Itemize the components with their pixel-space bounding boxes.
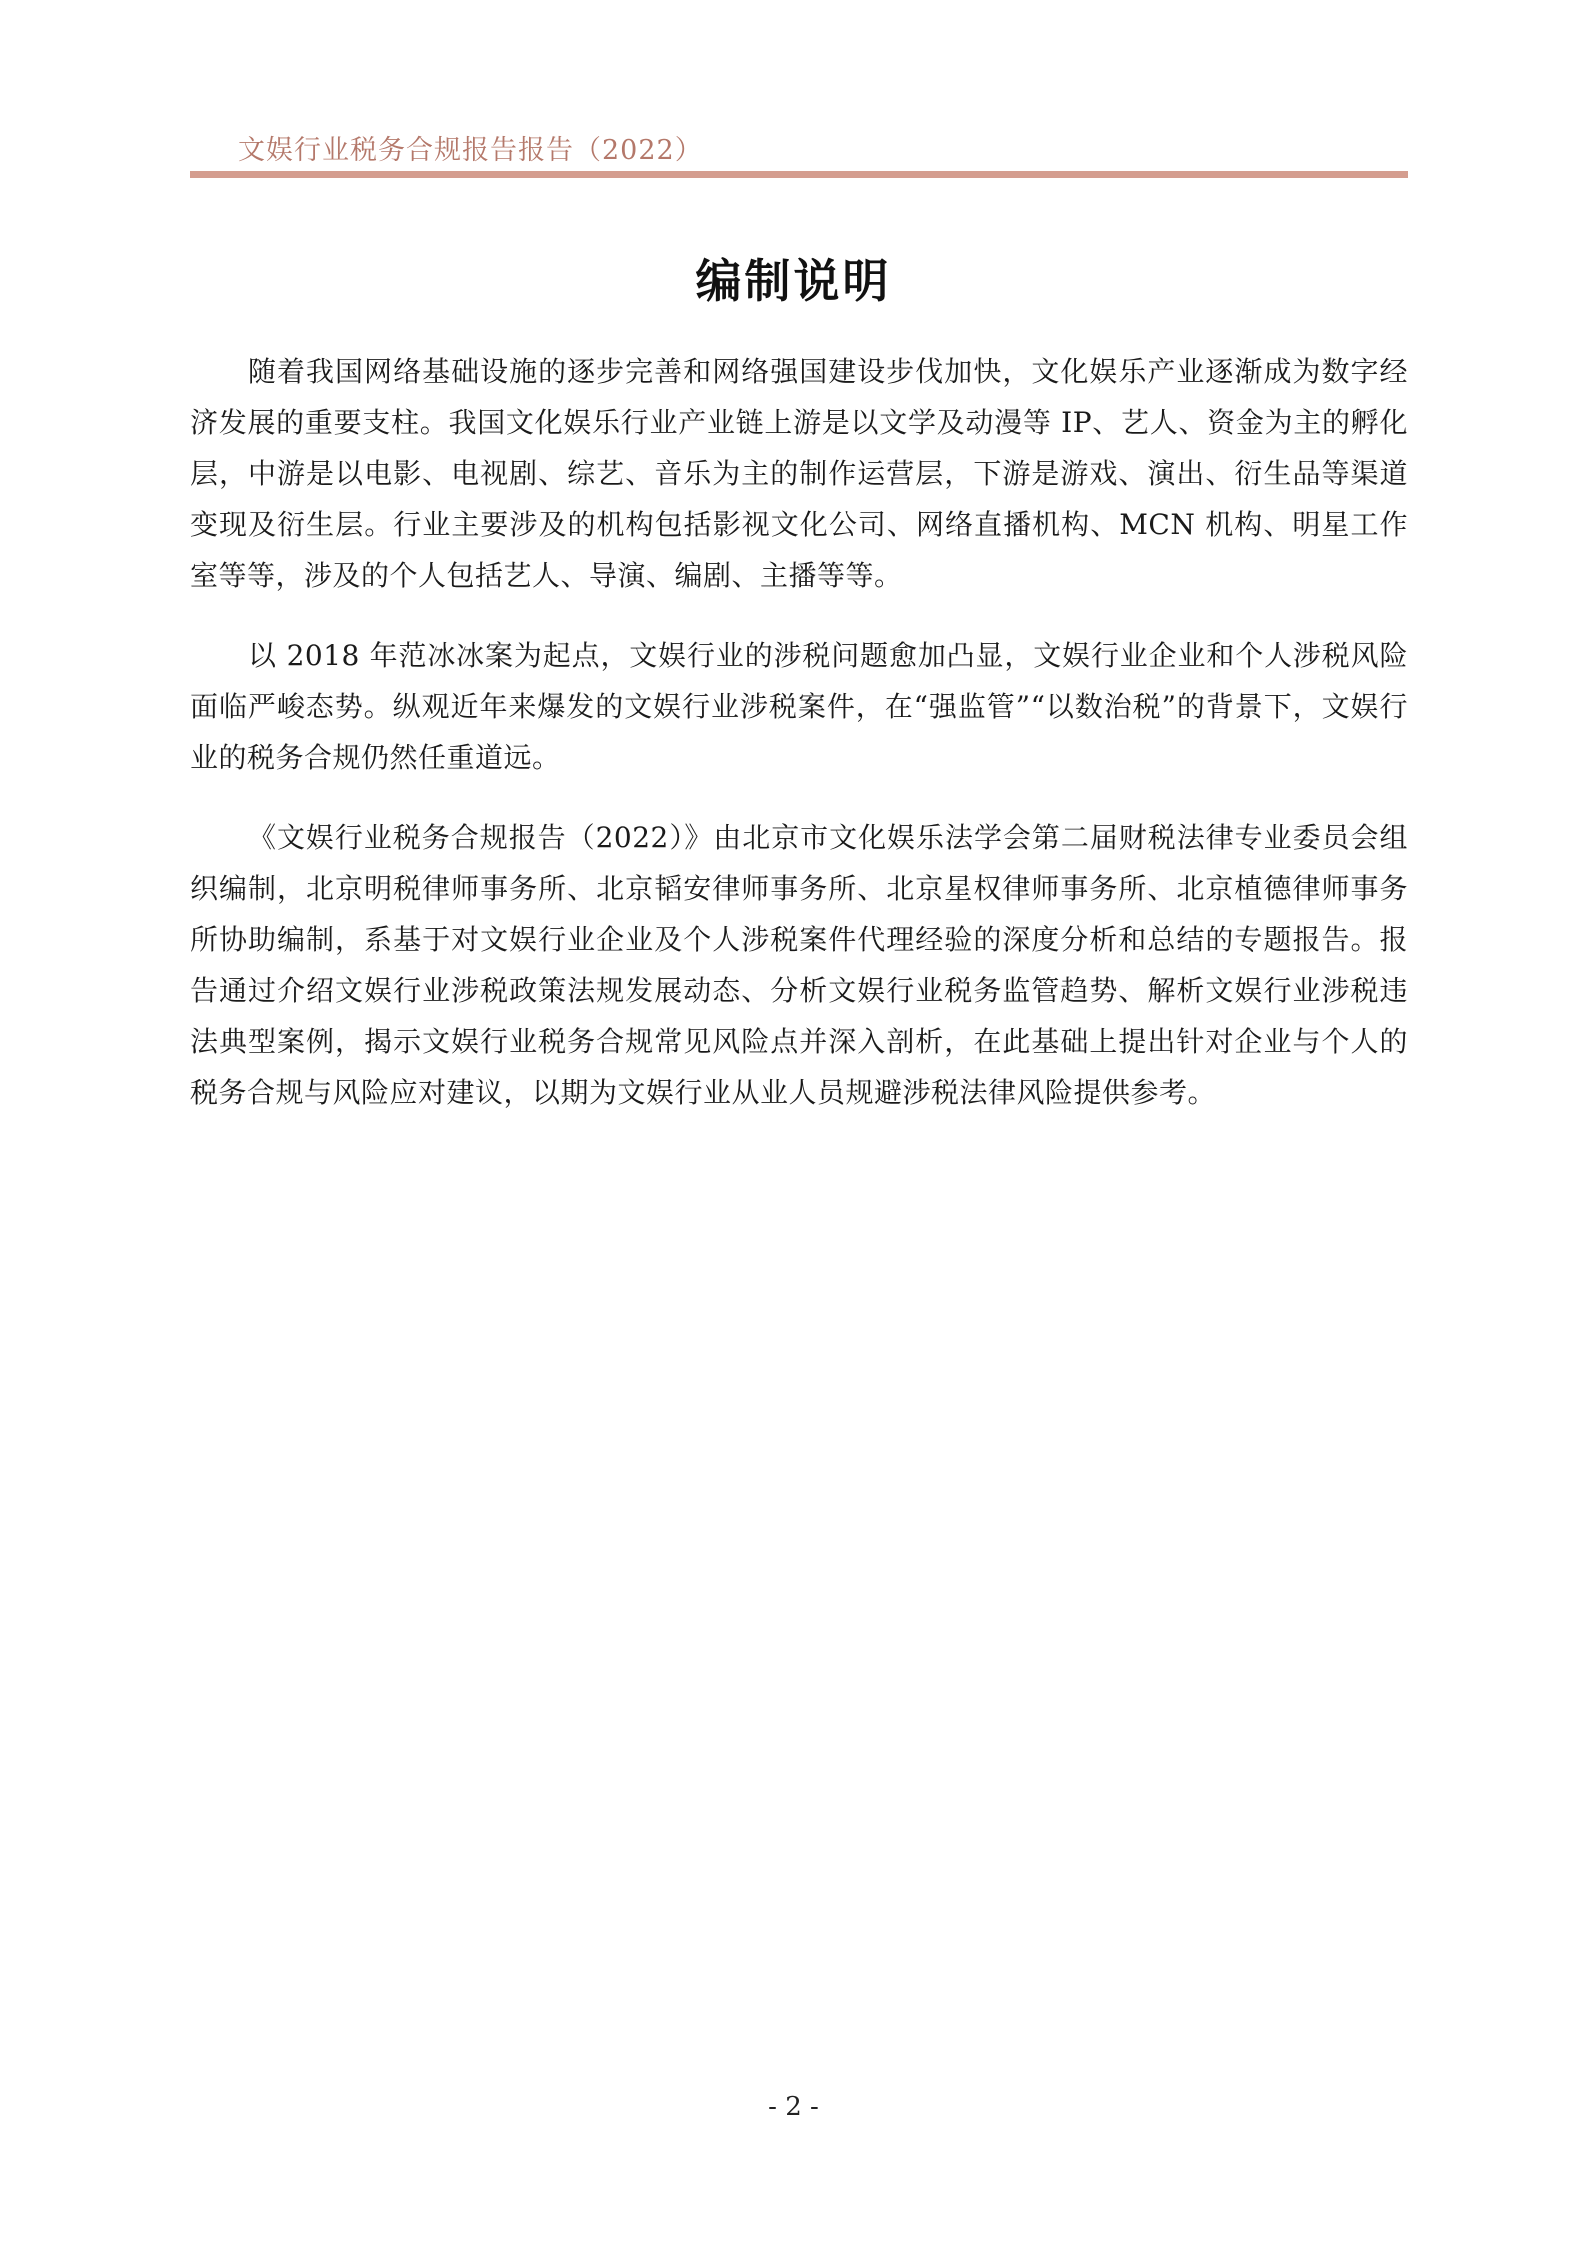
paragraph-1: 随着我国网络基础设施的逐步完善和网络强国建设步伐加快，文化娱乐产业逐渐成为数字经济发展的重要支柱。我国文化娱乐行业产业链上游是以文学及动漫等 IP、艺人、资金为主的孵化层，中游是以电影、电视剧、综艺、音乐为主的制作运营层，下游是游戏、演出、衍生品等渠道变现及衍生层。行业主要涉及的机构包括影视文化公司、网络直播机构、MCN 机构、明星工作室等等，涉及的个人包括艺人、导演、编剧、主播等等。 bbox=[190, 355, 1408, 592]
body-text bbox=[190, 346, 1408, 1147]
paragraph-3: 《文娱行业税务合规报告（2022）》由北京市文化娱乐法学会第二届财税法律专业委员会组织编制，北京明税律师事务所、北京韬安律师事务所、北京星权律师事务所、北京植德律师事务所协助编制，系基于对文娱行业企业及个人涉税案件代理经验的深度分析和总结的专题报告。报告通过介绍文娱行业涉税政策法规发展动态、分析文娱行业税务监管趋势、解析文娱行业涉税违法典型案例，揭示文娱行业税务合规常见风险点并深入剖析，在此基础上提出针对企业与个人的税务合规与风险应对建议，以期为文娱行业从业人员规避涉税法律风险提供参考。 bbox=[190, 821, 1408, 1109]
header-rule bbox=[190, 171, 1408, 178]
page-title: 编制说明 bbox=[695, 253, 892, 308]
running-header: 文娱行业税务合规报告报告（2022） bbox=[238, 135, 703, 166]
page-number: - 2 - bbox=[768, 2092, 819, 2122]
paragraph-2: 以 2018 年范冰冰案为起点，文娱行业的涉税问题愈加凸显，文娱行业企业和个人涉税风险面临严峻态势。纵观近年来爆发的文娱行业涉税案件，在“强监管”“以数治税”的背景下，文娱行业的税务合规仍然任重道远。 bbox=[190, 639, 1408, 774]
